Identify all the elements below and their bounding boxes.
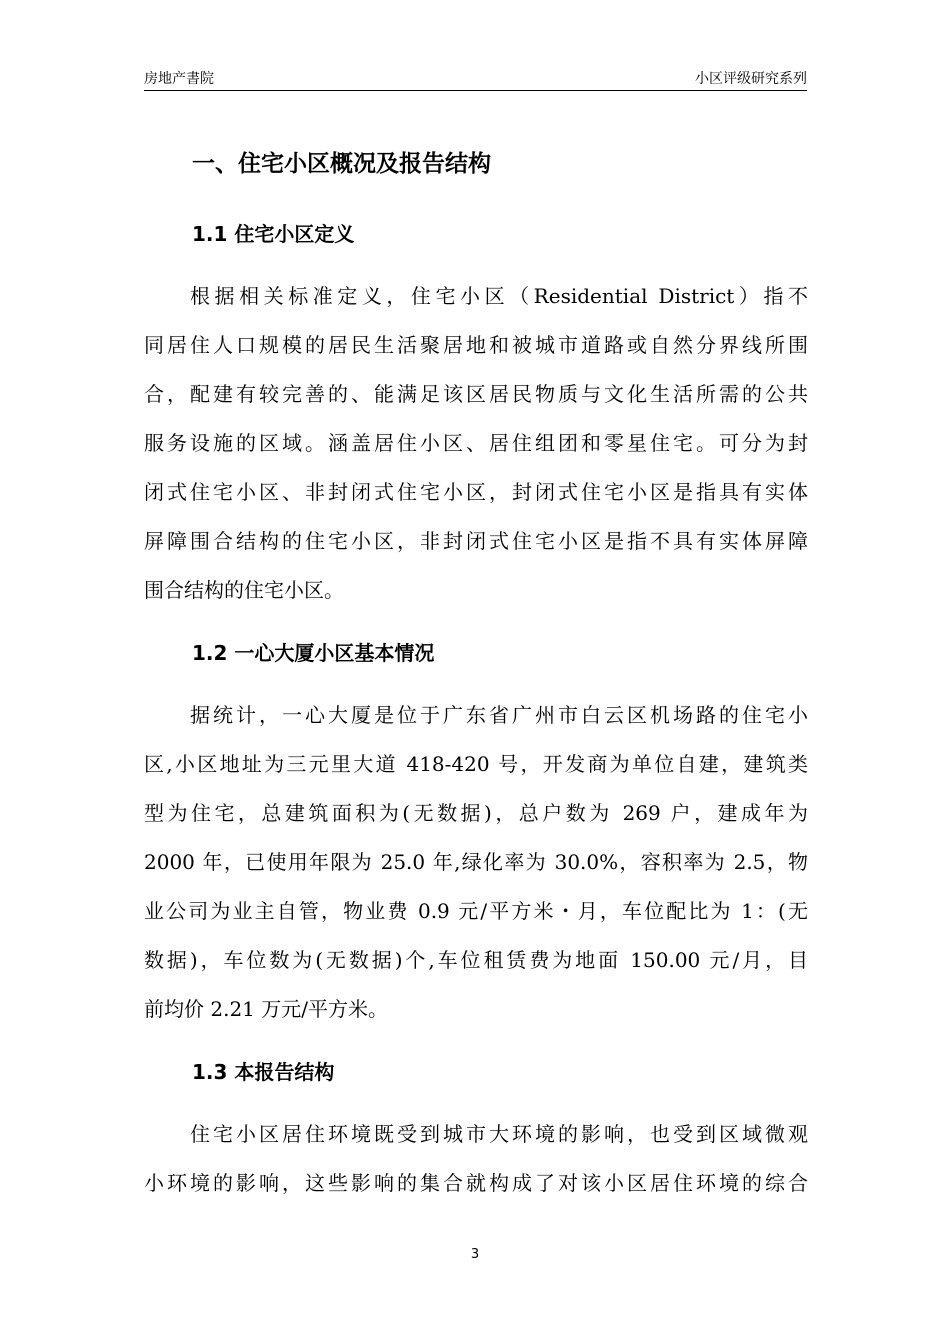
text-line: 围合结构的住宅小区。 xyxy=(144,578,344,602)
text-line: 数据)，车位数为(无数据)个,车位租赁费为地面 150.00 元/月，目 xyxy=(144,948,808,972)
text-line: 据统计，一心大厦是位于广东省广州市白云区机场路的住宅小 xyxy=(190,703,808,727)
text-line: 2000 年，已使用年限为 25.0 年,绿化率为 30.0%，容积率为 2.5，物 xyxy=(144,850,808,874)
section-heading-1-3: 1.3 本报告结构 xyxy=(192,1060,335,1084)
text-line: 业公司为业主自管，物业费 0.9 元/平方米・月，车位配比为 1：(无 xyxy=(144,899,808,923)
text-line: 住宅小区居住环境既受到城市大环境的影响，也受到区域微观 xyxy=(190,1122,808,1146)
text-line: 根据相关标准定义，住宅小区（Residential District）指不 xyxy=(190,284,808,308)
text-line: 型为住宅，总建筑面积为(无数据)，总户数为 269 户，建成年为 xyxy=(144,801,808,825)
section-1-1-paragraph xyxy=(144,272,808,615)
text-line: 区,小区地址为三元里大道 418-420 号，开发商为单位自建，建筑类 xyxy=(144,752,808,776)
chapter-heading: 一、住宅小区概况及报告结构 xyxy=(192,151,491,177)
section-1-2-paragraph xyxy=(144,691,808,1034)
text-line: 前均价 2.21 万元/平方米。 xyxy=(144,997,388,1021)
page-header xyxy=(144,66,807,91)
header-right-title: 小区评级研究系列 xyxy=(695,71,807,87)
section-1-3-paragraph xyxy=(144,1110,808,1208)
text-line: 小环境的影响，这些影响的集合就构成了对该小区居住环境的综合 xyxy=(144,1171,808,1195)
page-number: 3 xyxy=(470,1247,480,1262)
text-line: 服务设施的区域。涵盖居住小区、居住组团和零星住宅。可分为封 xyxy=(144,431,808,455)
section-heading-1-2: 1.2 一心大厦小区基本情况 xyxy=(192,641,435,665)
text-line: 合，配建有较完善的、能满足该区居民物质与文化生活所需的公共 xyxy=(144,382,808,406)
text-line: 闭式住宅小区、非封闭式住宅小区，封闭式住宅小区是指具有实体 xyxy=(144,480,808,504)
header-left-title: 房地产書院 xyxy=(144,71,214,87)
text-line: 同居住人口规模的居民生活聚居地和被城市道路或自然分界线所围 xyxy=(144,333,808,357)
section-heading-1-1: 1.1 住宅小区定义 xyxy=(192,222,355,246)
text-line: 屏障围合结构的住宅小区，非封闭式住宅小区是指不具有实体屏障 xyxy=(144,529,808,553)
document-body xyxy=(144,140,808,1208)
